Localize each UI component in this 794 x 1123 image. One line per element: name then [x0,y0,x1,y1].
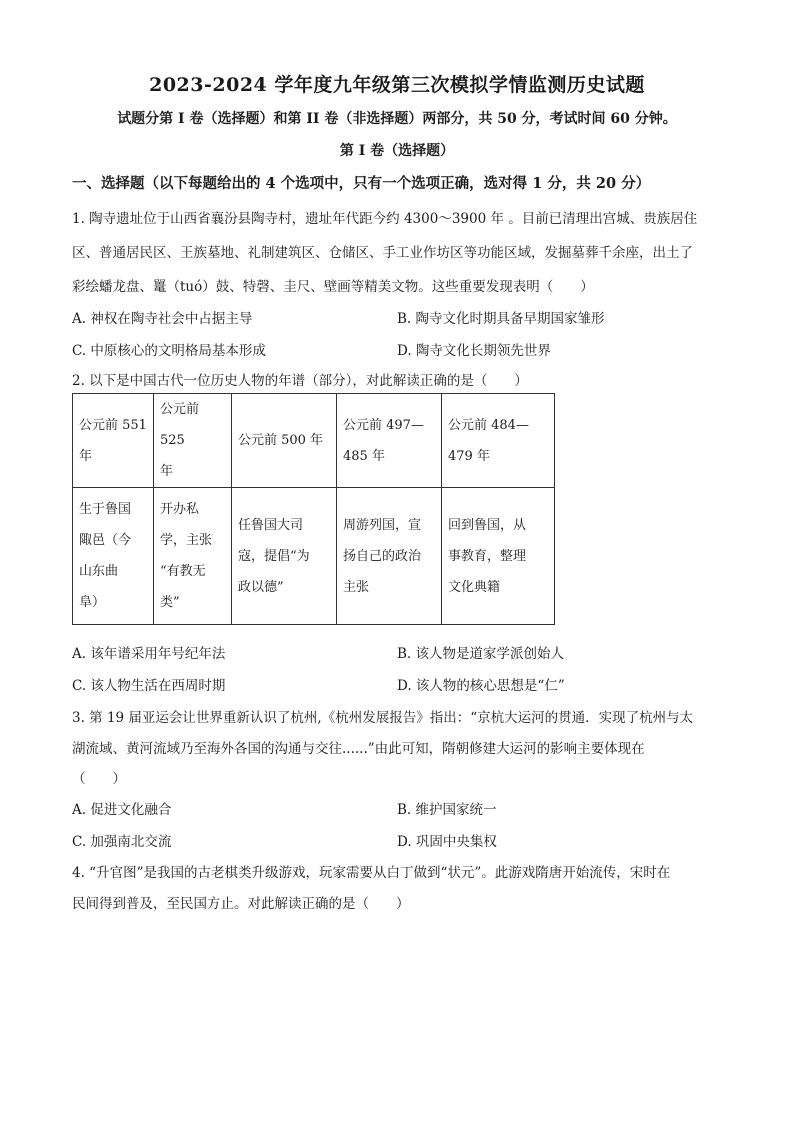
table-header-cell: 公元前 551 年 [73,394,154,488]
table-header-cell: 公元前 500 年 [232,394,337,488]
chronology-table [72,393,555,625]
q2-option-a: A. 该年谱采用年号纪年法 [72,646,226,662]
q4-line-1: 4. “升官图”是我国的古老棋类升级游戏，玩家需要从白丁做到“状元”。此游戏隋唐开始流传，宋时在 [72,865,671,881]
q1-line-2: 区、普通居民区、王族墓地、礼制建筑区、仓储区、手工业作坊区等功能区域，发掘墓葬千余座，出土了 [72,245,693,261]
table-header-cell: 公元前 497— 485 年 [337,394,442,488]
q3-option-a: A. 促进文化融合 [72,802,172,818]
q3-option-d: D. 巩固中央集权 [397,834,497,850]
q2-option-b: B. 该人物是道家学派创始人 [397,646,565,662]
q1-option-d: D. 陶寺文化长期领先世界 [397,343,551,359]
q3-option-b: B. 维护国家统一 [397,802,497,818]
table-cell: 开办私 学，主张 “有教无 类” [154,488,232,625]
q3-line-1: 3. 第 19 届亚运会让世界重新认识了杭州,《杭州发展报告》指出：“京杭大运河的贯通．实现了杭州与太 [72,710,694,726]
table-cell: 生于鲁国 陬邑（今 山东曲 阜） [73,488,154,625]
q3-line-2: 湖流域、黄河流域乃至海外各国的沟通与交往......”由此可知，隋朝修建大运河的影响主要体现在 [72,741,645,757]
table-header-cell: 公元前 484— 479 年 [442,394,555,488]
q1-option-a: A. 神权在陶寺社会中占据主导 [72,311,253,327]
table-cell: 周游列国，宣 扬自己的政治 主张 [337,488,442,625]
table-cell: 回到鲁国，从 事教育，整理 文化典籍 [442,488,555,625]
q3-line-3: （ ） [72,771,126,787]
section-title: 一、选择题（以下每题给出的 4 个选项中，只有一个选项正确，选对得 1 分，共 20 分） [72,175,651,192]
q2-option-c: C. 该人物生活在西周时期 [72,678,226,694]
q3-option-c: C. 加强南北交流 [72,834,172,850]
q2-option-d: D. 该人物的核心思想是“仁” [397,678,565,694]
table-row [73,488,555,625]
exam-subtitle: 试题分第 I 卷（选择题）和第 II 卷（非选择题）两部分，共 50 分，考试时间 60 分钟。 [117,111,677,127]
q4-line-2: 民间得到普及，至民国方止。对此解读正确的是（ ） [72,896,410,912]
q1-line-1: 1. 陶寺遗址位于山西省襄汾县陶寺村，遗址年代距今约 4300～3900 年 。目前已清理出宫城、贵族居住 [72,211,698,227]
table-header-row [73,394,555,488]
q1-option-c: C. 中原核心的文明格局基本形成 [72,343,266,359]
q2-stem: 2. 以下是中国古代一位历史人物的年谱（部分），对此解读正确的是（ ） [72,373,528,389]
q1-option-b: B. 陶寺文化时期具备早期国家雏形 [397,311,605,327]
q1-line-3: 彩绘蟠龙盘、鼍（tuó）鼓、特磬、圭尺、壁画等精美文物。这些重要发现表明（ ） [72,279,594,295]
table-header-cell: 公元前 525 年 [154,394,232,488]
exam-title: 2023-2024 学年度九年级第三次模拟学情监测历史试题 [149,74,645,96]
table-cell: 任鲁国大司 寇，提倡“为 政以德” [232,488,337,625]
part-title: 第 I 卷（选择题） [339,143,455,159]
